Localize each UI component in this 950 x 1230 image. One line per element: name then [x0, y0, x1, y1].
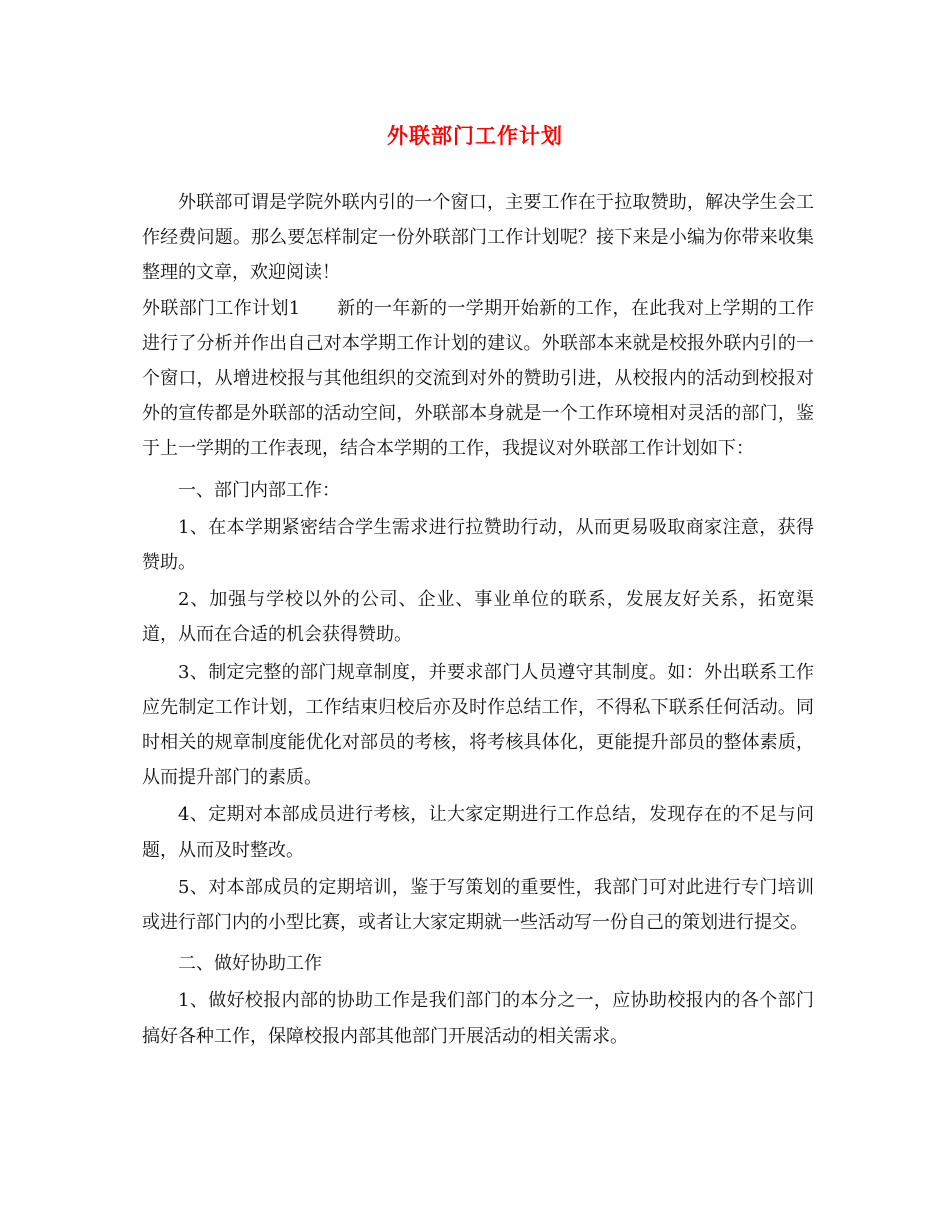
list-item: 1、在本学期紧密结合学生需求进行拉赞助行动，从而更易吸取商家注意，获得赞助。	[142, 516, 814, 574]
document-title: 外联部门工作计划	[387, 123, 563, 148]
list-item: 4、定期对本部成员进行考核，让大家定期进行工作总结，发现存在的不足与问题，从而及时整改。	[142, 804, 814, 861]
paragraph-intro: 外联部可谓是学院外联内引的一个窗口，主要工作在于拉取赞助，解决学生会工作经费问题。那么要怎样制定一份外联部门工作计划呢？接下来是小编为你带来收集整理的文章，欢迎阅读！	[142, 192, 814, 284]
section-heading-assist-work: 二、做好协助工作	[178, 953, 322, 975]
list-item: 3、制定完整的部门规章制度，并要求部门人员遵守其制度。如：外出联系工作应先制定工作计划，工作结束归校后亦及时作总结工作，不得私下联系任何活动。同时相关的规章制度能优化对部员的考核，将考核具体化，更能提升部员的整体素质，从而提升部门的素质。	[142, 661, 814, 789]
list-item: 5、对本部成员的定期培训，鉴于写策划的重要性，我部门可对此进行专门培训或进行部门内的小型比赛，或者让大家定期就一些活动写一份自己的策划进行提交。	[142, 876, 814, 934]
list-item: 1、做好校报内部的协助工作是我们部门的本分之一，应协助校报内的各个部门搞好各种工作，保障校报内部其他部门开展活动的相关需求。	[142, 990, 814, 1047]
document-body	[142, 185, 814, 1054]
section-heading-internal-work: 一、部门内部工作：	[178, 479, 340, 501]
paragraph-plan-1: 外联部门工作计划1 新的一年新的一学期开始新的工作，在此我对上学期的工作进行了分析并作出自己对本学期工作计划的建议。外联部本来就是校报外联内引的一个窗口，从增进校报与其他组织的交流到对外的赞助引进，从校报内的活动到校报对外的宣传都是外联部的活动空间，外联部本身就是一个工作环境相对灵活的部门，鉴于上一学期的工作表现，结合本学期的工作，我提议对外联部工作计划如下：	[142, 297, 814, 460]
list-item: 2、加强与学校以外的公司、企业、事业单位的联系，发展友好关系，拓宽渠道，从而在合适的机会获得赞助。	[142, 589, 814, 646]
